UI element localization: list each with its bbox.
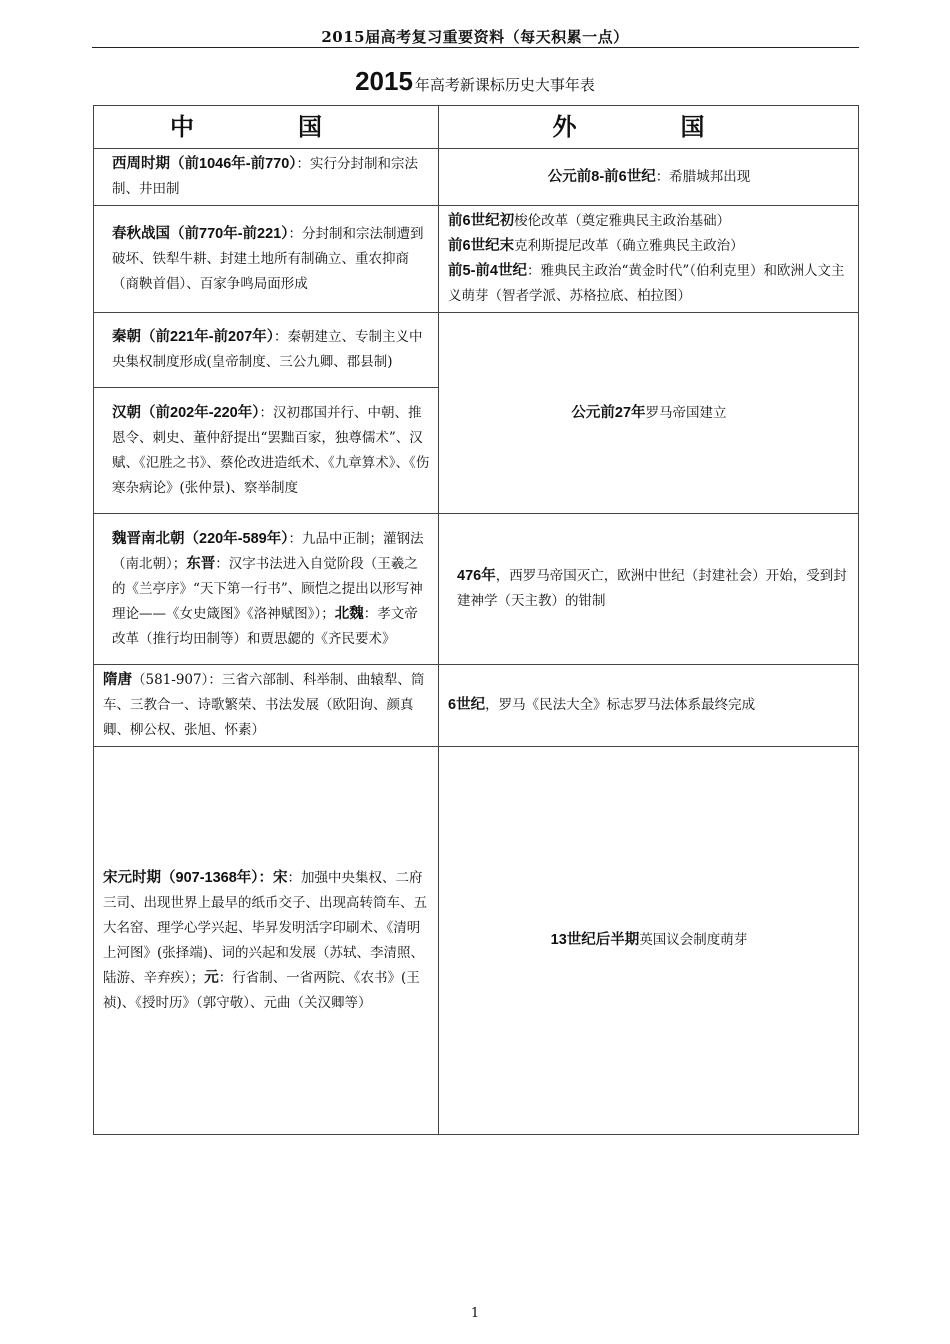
table-row: [94, 514, 859, 665]
cell-text: ：实行分封制和宗法制、井田制: [112, 156, 419, 197]
document-title: [0, 66, 950, 97]
table-row: [94, 747, 859, 1135]
foreign-line: [448, 259, 850, 309]
foreign-line: [448, 234, 850, 259]
era-label: 前6世纪末: [448, 238, 515, 254]
column-header-china: 中 国: [94, 106, 439, 149]
page-number: 1: [470, 1306, 480, 1321]
cell-text: ：秦朝建立、专制主义中央集权制度形成(皇帝制度、三公九卿、郡县制): [112, 329, 423, 370]
china-cell-spring-autumn: [94, 206, 439, 313]
foreign-line: [448, 209, 850, 234]
cell-text: 罗马帝国建立: [645, 404, 727, 421]
era-label: 秦朝（前221年-前207年）: [112, 329, 274, 345]
china-cell-qin: [94, 313, 439, 388]
cell-text: ：希腊城邦出现: [655, 168, 751, 185]
cell-text: 克利斯提尼改革（确立雅典民主政治）: [514, 238, 744, 254]
era-label: 魏晋南北朝（220年-589年）: [112, 530, 289, 547]
page-header: 2015届高考复习重要资料（每天积累一点）: [321, 28, 629, 46]
cell-text: ：雅典民主政治“黄金时代”（伯利克里）和欧洲人文主义萌芽（智者学派、苏格拉底、柏拉图）: [448, 263, 845, 304]
china-cell-sui-tang: [94, 665, 439, 747]
era-label: 13世纪后半期: [550, 932, 640, 948]
era-label: 元: [204, 969, 219, 986]
era-label: 东晋: [186, 555, 216, 572]
china-cell-han: [94, 388, 439, 514]
table-row: [94, 149, 859, 206]
cell-text: （581-907）：三省六部制、科举制、曲辕犁、筒车、三教合一、诗歌繁荣、书法发展（欧阳询、颜真卿、柳公权、张旭、怀素）: [103, 672, 425, 738]
cell-text: ：汉字书法进入自觉阶段（王羲之的《兰亭序》“天下第一行书”、顾恺之提出以形写神理论——《女史箴图》《洛神赋图》）；: [112, 555, 423, 622]
cell-text: ：汉初郡国并行、中朝、推恩令、刺史、董仲舒提出“罢黜百家，独尊儒术”、汉赋、《氾胜之书》、蔡伦改进造纸术、《九章算术》、《伤寒杂病论》(张仲景)、察举制度: [112, 404, 430, 496]
era-label: 476年: [457, 568, 496, 584]
era-label: 前5-前4世纪: [448, 263, 527, 279]
table-row: [94, 665, 859, 747]
cell-text: ：行省制、一省两院、《农书》(王祯)、《授时历》（郭守敬）、元曲（关汉卿等）: [103, 969, 420, 1011]
title-text: 年高考新课标历史大事年表: [414, 76, 595, 94]
cell-text: ，西罗马帝国灭亡，欧洲中世纪（封建社会）开始，受到封建神学（天主教）的钳制: [457, 568, 847, 609]
header-divider: [92, 47, 859, 48]
era-label: 6世纪: [448, 697, 486, 713]
era-label: 公元前8-前6世纪: [547, 168, 656, 185]
cell-text: ：分封制和宗法制遭到破坏、铁犁牛耕、封建土地所有制确立、重农抑商（商鞅首倡）、百家争鸣局面形成: [112, 225, 424, 292]
china-cell-song-yuan: [94, 747, 439, 1135]
era-label: 宋元时期（907-1368年）：宋: [103, 869, 288, 886]
cell-text: ：加强中央集权、二府三司、出现世界上最早的纸币交子、出现高转筒车、五大名窑、理学心学兴起、毕昇发明活字印刷术、《清明上河图》(张择端)、词的兴起和发展（苏轼、李清照、陆游、辛弃疾）；: [103, 869, 427, 986]
china-cell-western-zhou: [94, 149, 439, 206]
era-label: 西周时期（前1046年-前770）: [112, 156, 297, 172]
cell-text: 梭伦改革（奠定雅典民主政治基础）: [514, 213, 731, 229]
cell-text: ：九品中正制；灌钢法（南北朝）；: [112, 530, 424, 572]
foreign-cell-athens: [439, 206, 859, 313]
table-header-row: [94, 106, 859, 149]
foreign-cell-english-parliament: [439, 747, 859, 1135]
foreign-cell-roman-empire: [439, 313, 859, 514]
china-cell-wei-jin: [94, 514, 439, 665]
table-row: [94, 206, 859, 313]
title-year: 2015: [355, 66, 413, 96]
era-label: 前6世纪初: [448, 213, 515, 229]
foreign-cell-roman-law: [439, 665, 859, 747]
table-row: [94, 313, 859, 388]
era-label: 北魏: [334, 605, 364, 622]
cell-text: ，罗马《民法大全》标志罗马法体系最终完成: [485, 697, 756, 713]
foreign-cell-western-rome-fall: [439, 514, 859, 665]
cell-text: 英国议会制度萌芽: [639, 932, 748, 948]
foreign-cell-greek-city-states: [439, 149, 859, 206]
era-label: 春秋战国（前770年-前221）: [112, 225, 289, 242]
era-label: 公元前27年: [571, 404, 646, 421]
cell-text: ：孝文帝改革（推行均田制等）和贾思勰的《齐民要术》: [112, 605, 418, 647]
era-label: 汉朝（前202年-220年）: [112, 404, 260, 421]
era-label: 隋唐: [103, 672, 132, 688]
history-timeline-table: [93, 105, 859, 1135]
column-header-foreign: 外 国: [439, 106, 859, 149]
